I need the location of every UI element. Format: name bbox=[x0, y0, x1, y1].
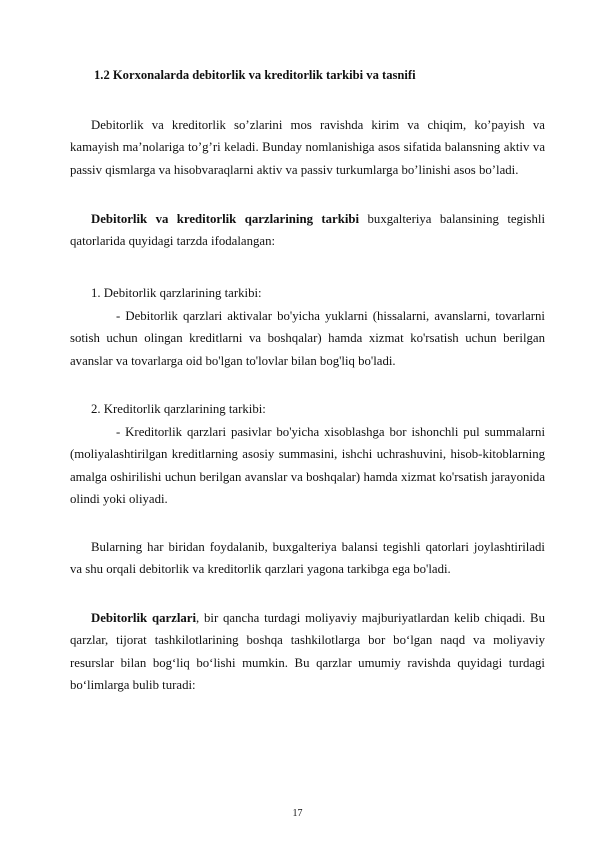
paragraph-intro: Debitorlik va kreditorlik so’zlarini mos ravishda kirim va chiqim, ko’payish va kamayish ma’nolariga to’g’ri keladi. Bunday nomlanishiga asos sifatida balansning aktiv va passiv qismlarga va hisobvaraqlarni aktiv va passiv turkumlarga bo’linishi asos bo’ladi. bbox=[70, 118, 545, 177]
section-heading: 1.2 Korxonalarda debitorlik va kreditorlik tarkibi va tasnifi bbox=[94, 68, 416, 82]
paragraph-structure-bold: Debitorlik va kreditorlik qarzlarining tarkibi bbox=[91, 212, 360, 226]
paragraph-debitor-bold: Debitorlik qarzlari bbox=[91, 611, 197, 625]
list1-item: - Debitorlik qarzlari aktivalar bo'yicha yuklarni (hissalarni, avanslarni, tovarlarni sotish uchun olingan kreditlarni va boshqalar) hamda xizmat ko'rsatish uchun berilgan avanslar va tovarlarga oid bo'lgan to'lovlar bilan bog'liq bo'ladi. bbox=[70, 309, 545, 368]
list2-title: 2. Kreditorlik qarzlarining tarkibi: bbox=[91, 402, 266, 416]
page-number: 17 bbox=[292, 808, 303, 819]
list2-item: - Kreditorlik qarzlari pasivlar bo'yicha xisoblashga bor ishonchli pul summalarni (moliyalashtirilgan kreditlarning asosiy summasini, ishchi uchrashuvini, hisob-kitoblarning amalga oshirilishi uchun berilgan avanslar va boshqalar) hamda xizmat ko'rsatish jarayonida olindi yoki oliyadi. bbox=[70, 425, 545, 507]
paragraph-structure bbox=[70, 208, 545, 253]
paragraph-debitor bbox=[70, 607, 545, 697]
paragraph-balance: Bularning har biridan foydalanib, buxgalteriya balansi tegishli qatorlari joylashtiriladi va shu orqali debitorlik va kreditorlik qarzlari yagona tarkibga ega bo'ladi. bbox=[70, 540, 545, 577]
paragraph-structure-rest: buxgalteriya balansining tegishli qatorlarida quyidagi tarzda ifodalangan: bbox=[70, 212, 546, 249]
paragraph-debitor-rest: , bir qancha turdagi moliyaviy majburiyatlardan kelib chiqadi. Bu qarzlar, tijorat tashkilotlarining boshqa tashkilotlarga bor bo‘lgan naqd va moliyaviy resurslar bilan bog‘liq bo‘lishi mumkin. Bu qarzlar umumiy ravishda quyidagi turdagi bo‘limlarga bulib turadi: bbox=[70, 611, 545, 693]
list1-title: 1. Debitorlik qarzlarining tarkibi: bbox=[91, 286, 262, 300]
